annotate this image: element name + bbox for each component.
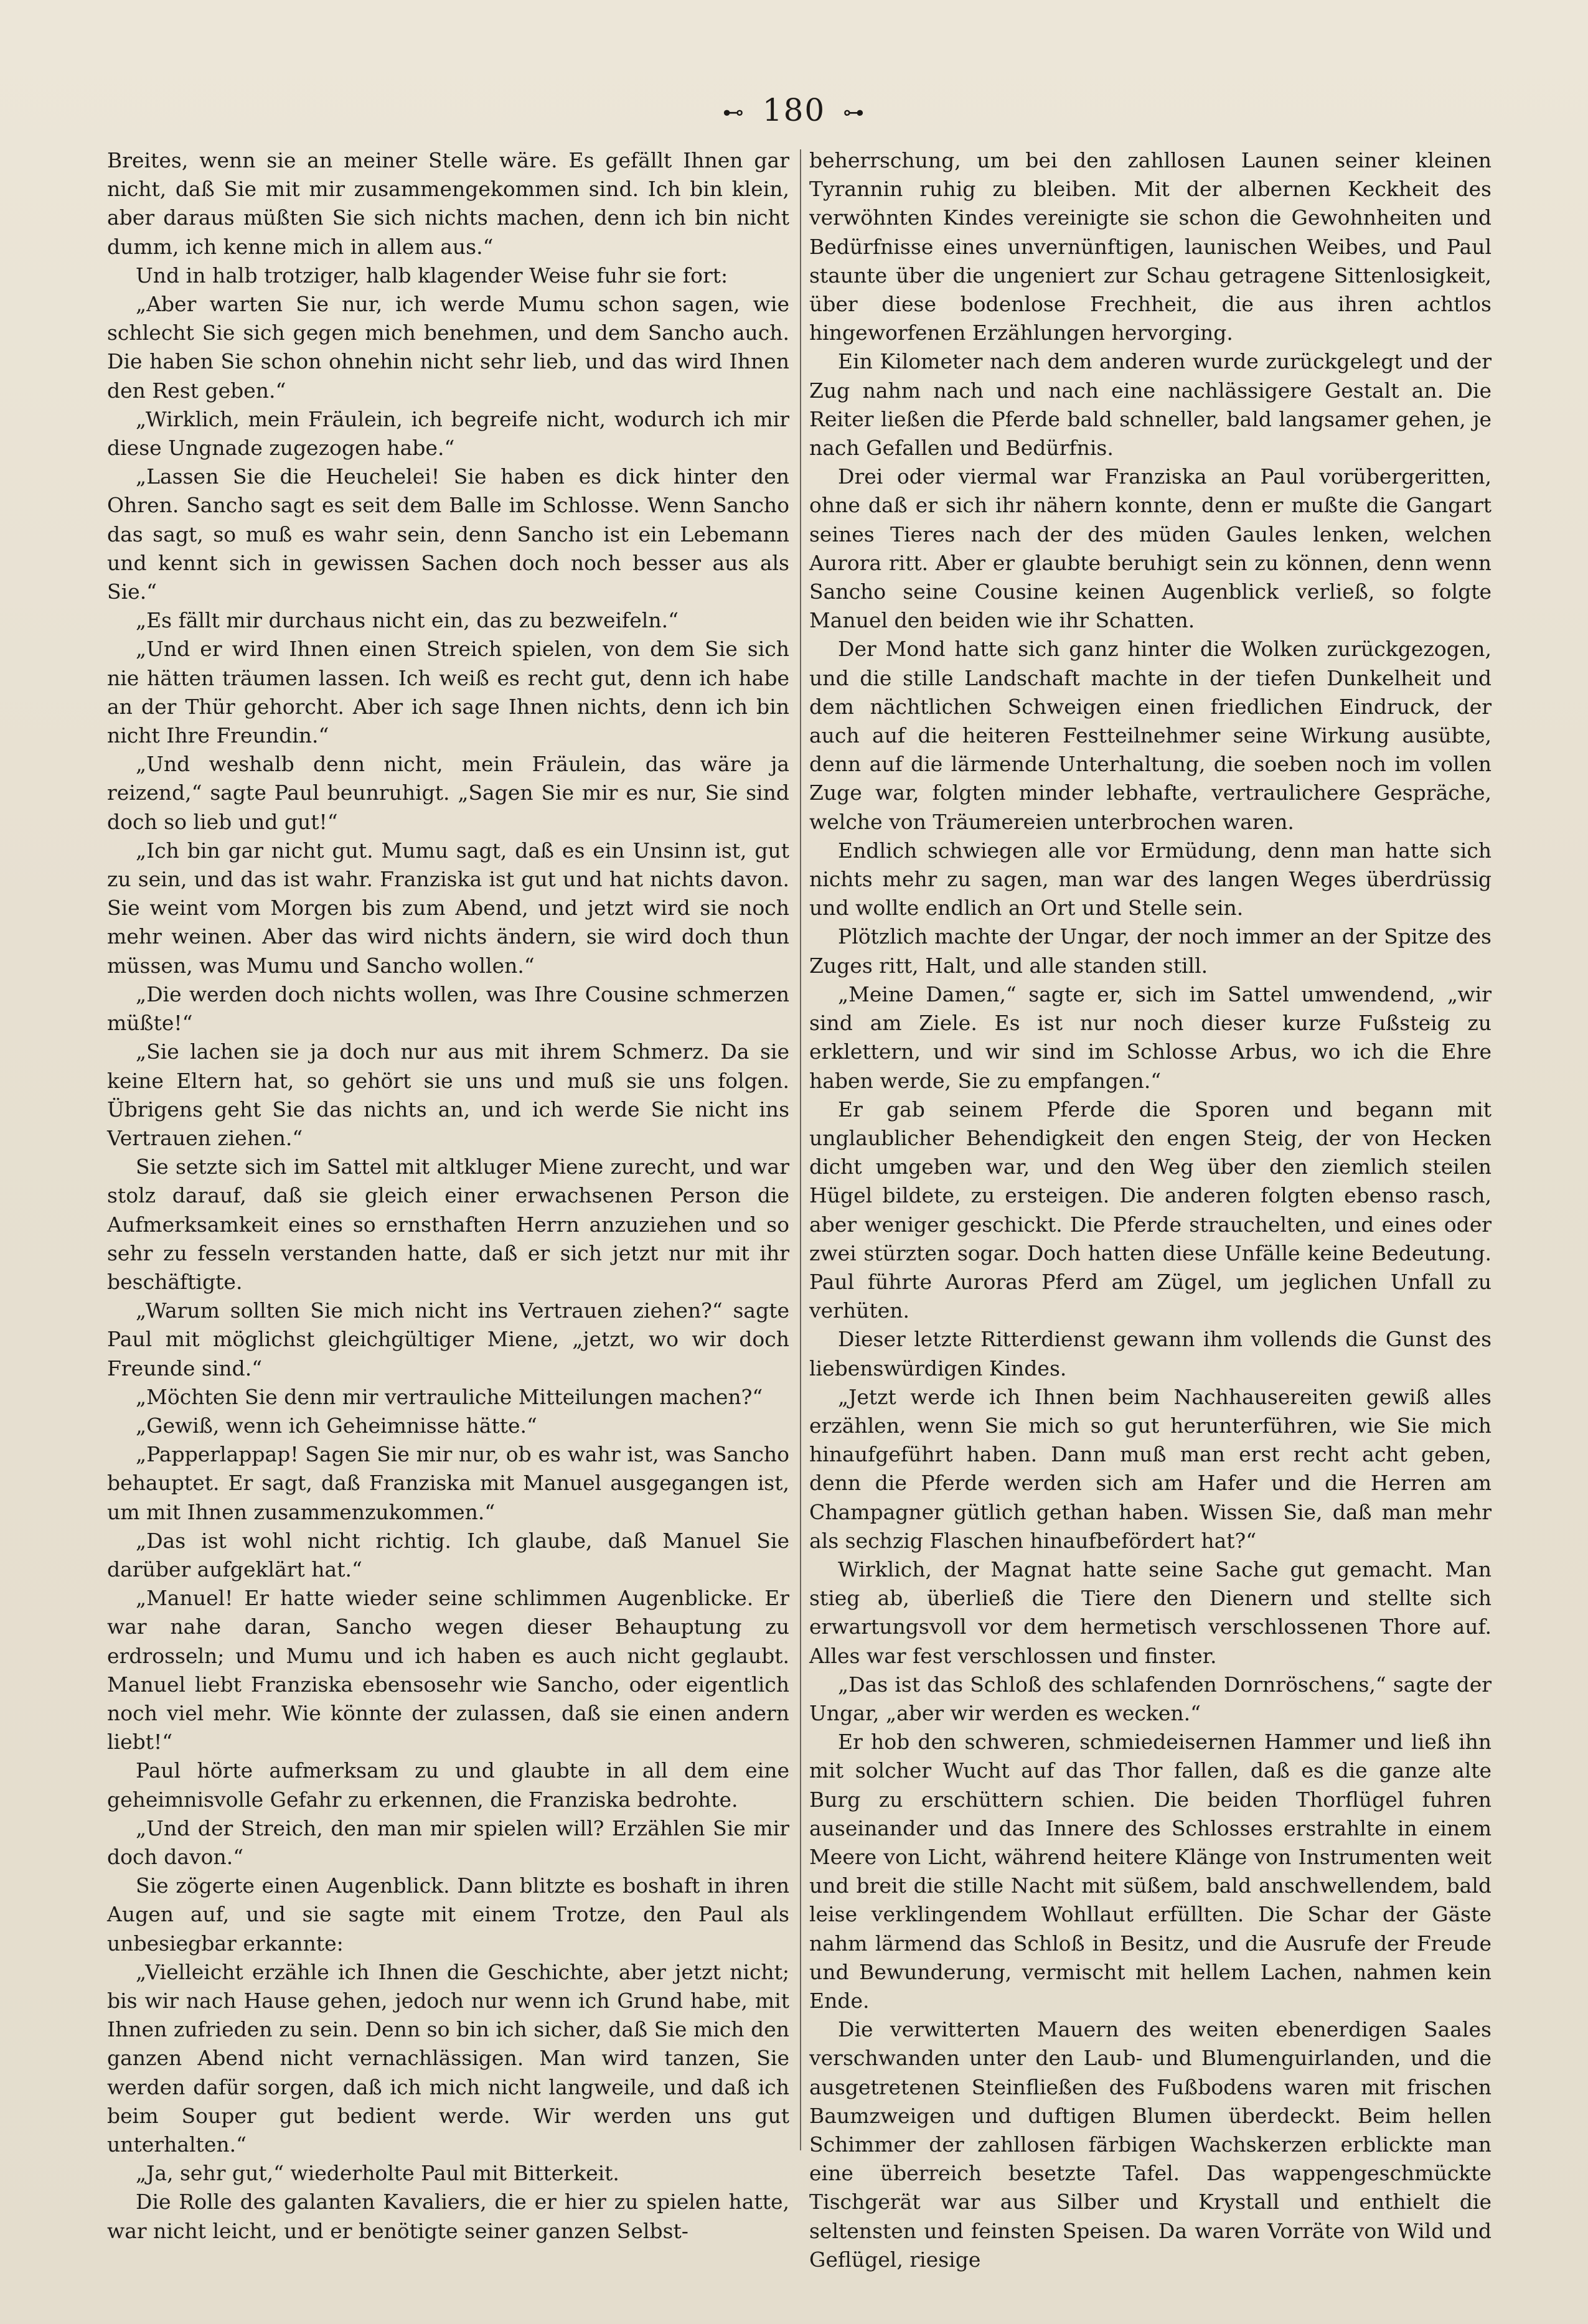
- paragraph: „Es fällt mir durchaus nicht ein, das zu bezweifeln.“: [136, 608, 679, 633]
- paragraph: „Papperlappap! Sagen Sie mir nur, ob es wahr ist, was Sancho behauptet. Er sagt, daß Franziska mit Manuel ausgegangen ist, um mit Ihnen zusammenzukommen.“: [107, 1442, 789, 1524]
- ornament-right-icon: ⊶: [843, 100, 866, 125]
- paragraph: Er gab seinem Pferde die Sporen und begann mit unglaublicher Behendigkeit den engen Steig, der von Hecken dicht umgeben war, und den Weg über den ziemlich steilen Hügel bildete, zu ersteigen. Die anderen folgten ebenso rasch, aber weniger geschickt. Die Pferde strauchelten, und eines oder zwei stürzten sogar. Doch hatten diese Unfälle keine Bedeutung. Paul führte Auroras Pferd am Zügel, um jeglichen Unfall zu verhüten.: [809, 1097, 1492, 1323]
- paragraph: „Das ist wohl nicht richtig. Ich glaube, daß Manuel Sie darüber aufgeklärt hat.“: [107, 1528, 789, 1581]
- paragraph: „Möchten Sie denn mir vertrauliche Mitteilungen machen?“: [136, 1384, 763, 1409]
- ornament-left-icon: ⊷: [722, 100, 745, 125]
- paragraph: „Manuel! Er hatte wieder seine schlimmen Augenblicke. Er war nahe daran, Sancho wegen dieser Behauptung zu erdrosseln; und Mumu und ich haben es auch nicht geglaubt. Manuel liebt Franziska ebensosehr wie Sancho, oder eigentlich noch viel mehr. Wie könnte der zulassen, daß sie einen andern liebt!“: [107, 1586, 789, 1755]
- left-column: [107, 146, 789, 2243]
- paragraph: Und in halb trotziger, halb klagender Weise fuhr sie fort:: [136, 263, 728, 288]
- paragraph: „Und weshalb denn nicht, mein Fräulein, das wäre ja reizend,“ sagte Paul beunruhigt. „Sagen Sie mir es nur, Sie sind doch so lieb und gut!“: [107, 752, 789, 834]
- paragraph: Sie setzte sich im Sattel mit altkluger Miene zurecht, und war stolz darauf, daß sie gleich einer erwachsenen Person die Aufmerksamkeit eines so ernsthaften Herrn anzuziehen und so sehr zu fesseln verstanden hatte, daß er sich jetzt nur mit ihr beschäftigte.: [107, 1155, 789, 1294]
- paragraph: Drei oder viermal war Franziska an Paul vorübergeritten, ohne daß er sich ihr nähern konnte, denn er mußte die Gangart seines Tieres nach der des müden Gaules lenken, welchen Aurora ritt. Aber er glaubte beruhigt sein zu können, denn wenn Sancho seine Cousine keinen Augenblick verließ, so folgte Manuel den beiden wie ihr Schatten.: [809, 464, 1492, 633]
- paragraph: Ein Kilometer nach dem anderen wurde zurückgelegt und der Zug nahm nach und nach eine nachlässigere Gestalt an. Die Reiter ließen die Pferde bald schneller, bald langsamer gehen, je nach Gefallen und Bedürfnis.: [809, 349, 1492, 461]
- paragraph: „Ja, sehr gut,“ wiederholte Paul mit Bitterkeit.: [136, 2161, 619, 2186]
- page-header: [0, 92, 1588, 128]
- paragraph: Plötzlich machte der Ungar, der noch immer an der Spitze des Zuges ritt, Halt, und alle standen still.: [809, 924, 1492, 978]
- right-column: [809, 146, 1492, 2272]
- paragraph: Paul hörte aufmerksam zu und glaubte in all dem eine geheimnisvolle Gefahr zu erkennen, die Franziska bedrohte.: [107, 1758, 789, 1812]
- paragraph: Die Rolle des galanten Kavaliers, die er hier zu spielen hatte, war nicht leicht, und er benötigte seiner ganzen Selbst-: [107, 2190, 789, 2243]
- paragraph: „Und der Streich, den man mir spielen will? Erzählen Sie mir doch davon.“: [107, 1816, 789, 1869]
- paragraph: Dieser letzte Ritterdienst gewann ihm vollends die Gunst des liebenswürdigen Kindes.: [809, 1327, 1492, 1380]
- paragraph: „Ich bin gar nicht gut. Mumu sagt, daß es ein Unsinn ist, gut zu sein, und das ist wahr. Franziska ist gut und hat nichts davon. Sie weint vom Morgen bis zum Abend, und jetzt wird sie noch mehr weinen. Aber das wird nichts ändern, sie wird doch thun müssen, was Mumu und Sancho wollen.“: [107, 838, 789, 978]
- paragraph: „Und er wird Ihnen einen Streich spielen, von dem Sie sich nie hätten träumen lassen. Ich weiß es recht gut, denn ich habe an der Thür gehorcht. Aber ich sage Ihnen nichts, denn ich bin nicht Ihre Freundin.“: [107, 637, 789, 748]
- paragraph: beherrschung, um bei den zahllosen Launen seiner kleinen Tyrannin ruhig zu bleiben. Mit der albernen Keckheit des verwöhnten Kindes vereinigte sie schon die Gewohnheiten und Bedürfnisse eines unvernünftigen, launischen Weibes, und Paul staunte über die ungeniert zur Schau getragene Sittenlosigkeit, über diese bodenlose Frechheit, die aus ihren achtlos hingeworfenen Erzählungen hervorging.: [809, 148, 1492, 345]
- paragraph: Breites, wenn sie an meiner Stelle wäre. Es gefällt Ihnen gar nicht, daß Sie mit mir zusammengekommen sind. Ich bin klein, aber daraus müßten Sie sich nichts machen, denn ich bin nicht dumm, ich kenne mich in allem aus.“: [107, 148, 789, 259]
- paragraph: „Wirklich, mein Fräulein, ich begreife nicht, wodurch ich mir diese Ungnade zugezogen habe.“: [107, 406, 789, 461]
- page-number: 180: [762, 92, 826, 128]
- paragraph: „Gewiß, wenn ich Geheimnisse hätte.“: [136, 1413, 537, 1438]
- paragraph: Sie zögerte einen Augenblick. Dann blitzte es boshaft in ihren Augen auf, und sie sagte mit einem Trotze, den Paul als unbesiegbar erkannte:: [107, 1873, 789, 1956]
- paragraph: „Lassen Sie die Heuchelei! Sie haben es dick hinter den Ohren. Sancho sagt es seit dem Balle im Schlosse. Wenn Sancho das sagt, so muß es wahr sein, denn Sancho ist ein Lebemann und kennt sich in gewissen Sachen doch noch besser aus als Sie.“: [107, 464, 789, 604]
- paragraph: „Warum sollten Sie mich nicht ins Vertrauen ziehen?“ sagte Paul mit möglichst gleichgültiger Miene, „jetzt, wo wir doch Freunde sind.“: [107, 1298, 789, 1380]
- paragraph: Er hob den schweren, schmiedeisernen Hammer und ließ ihn mit solcher Wucht auf das Thor fallen, daß es die ganze alte Burg zu erschüttern schien. Die beiden Thorflügel fuhren auseinander und das Innere des Schlosses erstrahlte in einem Meere von Licht, während heitere Klänge von Instrumenten weit und breit die stille Nacht mit süßem, bald anschwellendem, bald leise verklingendem Wohllaut erfüllten. Die Schar der Gäste nahm lärmend das Schloß in Besitz, und die Ausrufe der Freude und Bewunderung, vermischt mit hellem Lachen, nahmen kein Ende.: [809, 1730, 1492, 2013]
- paragraph: „Meine Damen,“ sagte er, sich im Sattel umwendend, „wir sind am Ziele. Es ist nur noch dieser kurze Fußsteig zu erklettern, und wir sind im Schlosse Arbus, wo ich die Ehre haben werde, Sie zu empfangen.“: [809, 982, 1492, 1093]
- paragraph: Die verwitterten Mauern des weiten ebenerdigen Saales verschwanden unter den Laub- und Blumenguirlanden, und die ausgetretenen Steinfließen des Fußbodens waren mit frischen Baumzweigen und duftigen Blumen überdeckt. Beim hellen Schimmer der zahllosen färbigen Wachskerzen erblickte man eine überreich besetzte Tafel. Das wappengeschmückte Tischgerät war aus Silber und Krystall und enthielt die seltensten und feinsten Speisen. Da waren Vorräte von Wild und Geflügel, riesige: [809, 2017, 1492, 2272]
- paragraph: „Die werden doch nichts wollen, was Ihre Cousine schmerzen müßte!“: [107, 982, 789, 1036]
- column-divider: [800, 149, 801, 2150]
- paragraph: „Aber warten Sie nur, ich werde Mumu schon sagen, wie schlecht Sie sich gegen mich benehmen, und dem Sancho auch. Die haben Sie schon ohnehin nicht sehr lieb, und das wird Ihnen den Rest geben.“: [107, 292, 789, 403]
- paragraph: „Das ist das Schloß des schlafenden Dornröschens,“ sagte der Ungar, „aber wir werden es wecken.“: [809, 1672, 1492, 1725]
- paragraph: „Jetzt werde ich Ihnen beim Nachhausereiten gewiß alles erzählen, wenn Sie mich so gut herunterführen, wie Sie mich hinaufgeführt haben. Dann muß man erst recht acht geben, denn die Pferde werden sich am Hafer und die Herren am Champagner gütlich gethan haben. Wissen Sie, daß man mehr als sechzig Flaschen hinaufbefördert hat?“: [809, 1384, 1492, 1553]
- paragraph: „Sie lachen sie ja doch nur aus mit ihrem Schmerz. Da sie keine Eltern hat, so gehört sie uns und muß sie uns folgen. Übrigens geht Sie das nichts an, und ich werde Sie nicht ins Vertrauen ziehen.“: [107, 1039, 789, 1150]
- paragraph: Wirklich, der Magnat hatte seine Sache gut gemacht. Man stieg ab, überließ die Tiere den Dienern und stellte sich erwartungsvoll vor dem hermetisch verschlossenen Thore auf. Alles war fest verschlossen und finster.: [809, 1557, 1492, 1668]
- paragraph: „Vielleicht erzähle ich Ihnen die Geschichte, aber jetzt nicht; bis wir nach Hause gehen, jedoch nur wenn ich Grund habe, mit Ihnen zufrieden zu sein. Denn so bin ich sicher, daß Sie mich den ganzen Abend nicht vernachlässigen. Man wird tanzen, Sie werden dafür sorgen, daß ich mich nicht langweile, und daß ich beim Souper gut bedient werde. Wir werden uns gut unterhalten.“: [107, 1959, 789, 2157]
- paragraph: Endlich schwiegen alle vor Ermüdung, denn man hatte sich nichts mehr zu sagen, man war des langen Weges überdrüssig und wollte endlich an Ort und Stelle sein.: [809, 838, 1492, 921]
- paragraph: Der Mond hatte sich ganz hinter die Wolken zurückgezogen, und die stille Landschaft machte in der tiefen Dunkelheit und dem nächtlichen Schweigen einen friedlichen Eindruck, der auch auf die heiteren Festteilnehmer seine Wirkung ausübte, denn auf die lärmende Unterhaltung, die soeben noch im vollen Zuge war, folgten minder lebhafte, vertraulichere Gespräche, welche von Träumereien unterbrochen waren.: [809, 637, 1492, 834]
